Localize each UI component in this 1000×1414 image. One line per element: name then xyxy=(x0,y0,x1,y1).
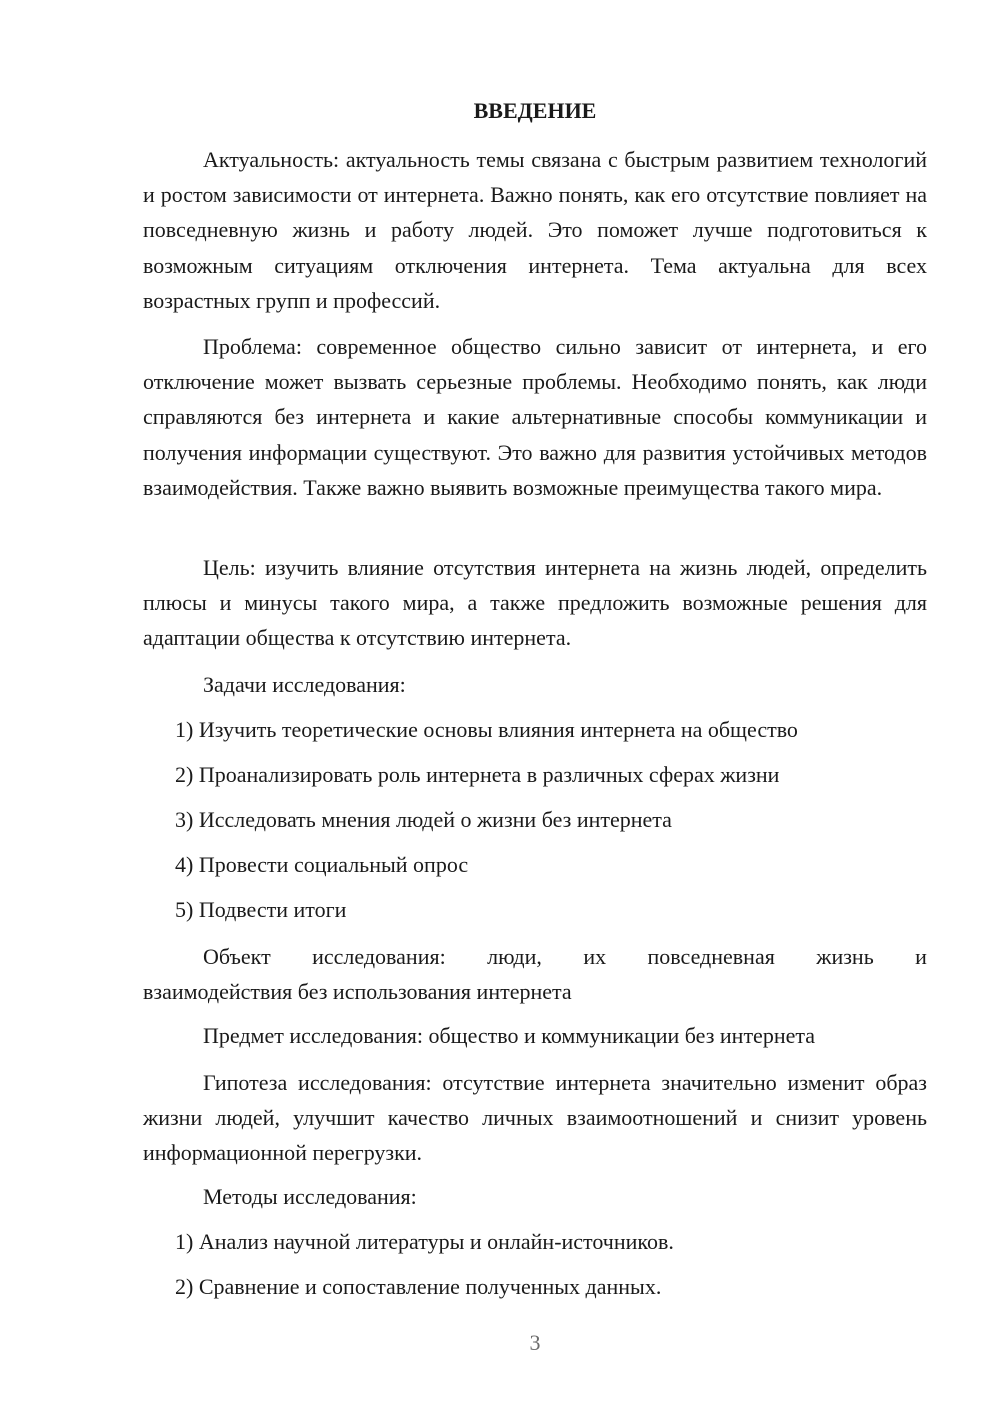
object-paragraph xyxy=(143,939,927,1009)
method-item: 1) Анализ научной литературы и онлайн-источников. xyxy=(175,1229,674,1254)
method-item: 2) Сравнение и сопоставление полученных данных. xyxy=(175,1274,662,1299)
task-item: 4) Провести социальный опрос xyxy=(175,852,469,877)
tasks-heading: Задачи исследования: xyxy=(203,672,406,697)
object-line-2: взаимодействия без использования интернета xyxy=(143,979,572,1005)
page-title: ВВЕДЕНИЕ xyxy=(473,98,597,123)
object-word: и xyxy=(915,944,927,969)
object-word: Объект xyxy=(203,944,271,969)
object-word: исследования: xyxy=(312,944,446,969)
subject-paragraph: Предмет исследования: общество и коммуникации без интернета xyxy=(203,1023,816,1048)
page-number: 3 xyxy=(529,1330,541,1355)
methods-heading: Методы исследования: xyxy=(203,1184,417,1209)
object-word: их xyxy=(583,944,607,969)
task-item: 3) Исследовать мнения людей о жизни без интернета xyxy=(175,807,672,832)
problem-paragraph: Проблема: современное общество сильно зависит от интернета, и его отключение может вызвать серьезные проблемы. Необходимо понять, как люди справляются без интернета и какие альтернативные способы коммуникации и получения информации существуют. Это важно для развития устойчивых методов взаимодействия. Также важно выявить возможные преимущества такого мира. xyxy=(143,334,927,500)
hypothesis-paragraph: Гипотеза исследования: отсутствие интернета значительно изменит образ жизни людей, улучшит качество личных взаимоотношений и снизит уровень информационной перегрузки. xyxy=(143,1070,927,1166)
object-word: люди, xyxy=(487,944,542,969)
document-page xyxy=(143,0,927,1414)
object-word: повседневная xyxy=(647,944,775,969)
task-item: 2) Проанализировать роль интернета в различных сферах жизни xyxy=(175,762,780,787)
relevance-paragraph: Актуальность: актуальность темы связана с быстрым развитием технологий и ростом зависимости от интернета. Важно понять, как его отсутствие повлияет на повседневную жизнь и работу людей. Это поможет лучше подготовиться к возможным ситуациям отключения интернета. Тема актуальна для всех возрастных групп и профессий. xyxy=(143,147,927,313)
task-item: 1) Изучить теоретические основы влияния интернета на общество xyxy=(175,717,798,742)
object-word: жизнь xyxy=(816,944,874,969)
goal-paragraph: Цель: изучить влияние отсутствия интернета на жизнь людей, определить плюсы и минусы такого мира, а также предложить возможные решения для адаптации общества к отсутствию интернета. xyxy=(143,555,927,651)
task-item: 5) Подвести итоги xyxy=(175,897,347,922)
